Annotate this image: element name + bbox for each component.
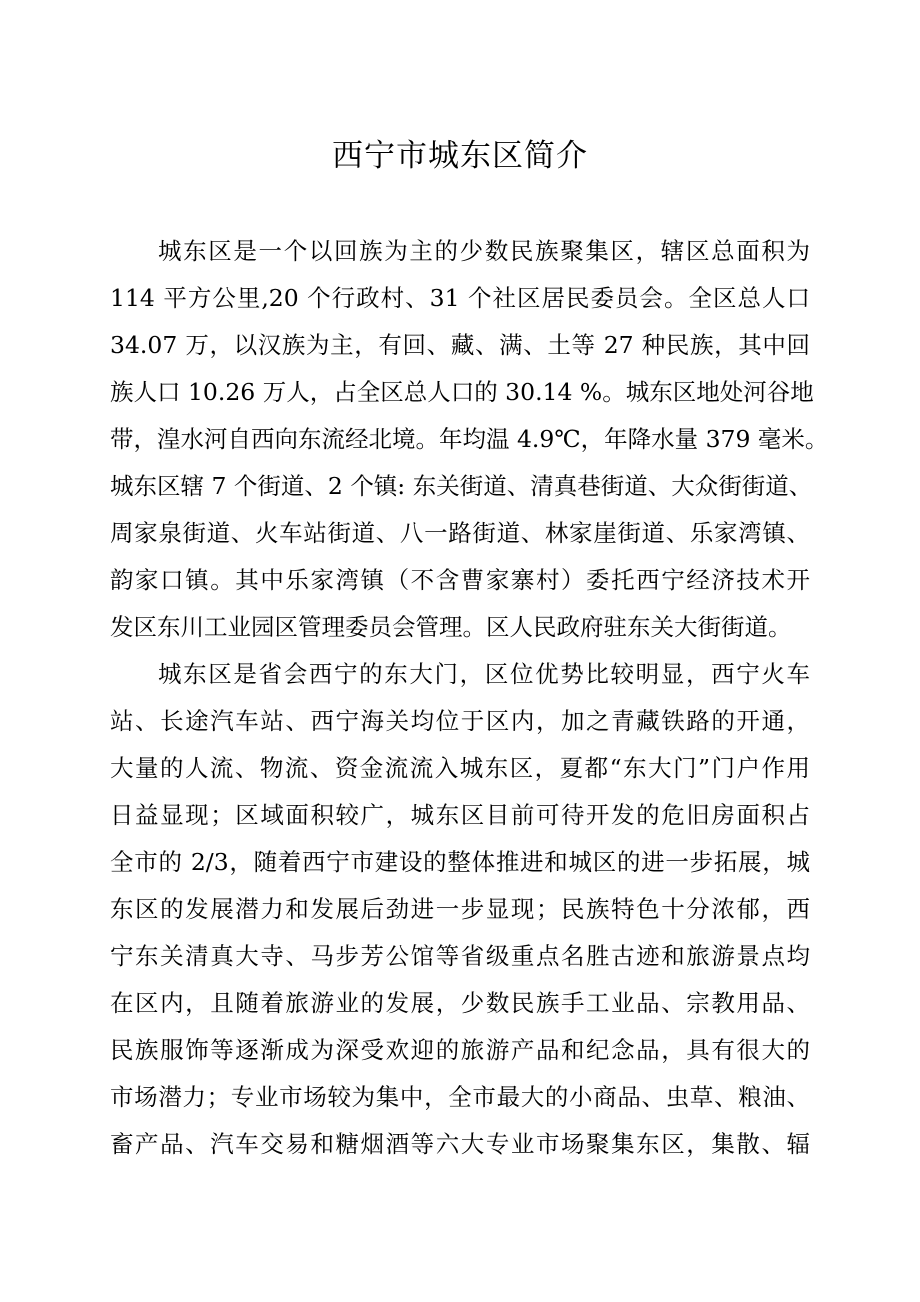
paragraph-2-line-11: 畜产品、汽车交易和糖烟酒等六大专业市场聚集东区，集散、辐: [110, 1130, 810, 1158]
paragraph-1-line-6: 城东区辖 7 个街道、2 个镇: 东关街道、清真巷街道、大众街街道、: [110, 472, 813, 500]
paragraph-2-line-3: 大量的人流、物流、资金流流入城东区，夏都“东大门”门户作用: [110, 754, 810, 782]
paragraph-2-line-9: 民族服饰等逐渐成为深受欢迎的旅游产品和纪念品，具有很大的: [110, 1036, 810, 1064]
paragraph-1-line-1: 城东区是一个以回族为主的少数民族聚集区，辖区总面积为: [158, 237, 810, 265]
paragraph-2-line-5: 全市的 2/3，随着西宁市建设的整体推进和城区的进一步拓展，城: [110, 848, 810, 876]
paragraph-1-line-2: 114 平方公里,20 个行政村、31 个社区居民委员会。全区总人口: [110, 284, 810, 312]
paragraph-1-line-8: 韵家口镇。其中乐家湾镇（不含曹家寨村）委托西宁经济技术开: [110, 566, 810, 594]
paragraph-1-line-7: 周家泉街道、火车站街道、八一路街道、林家崖街道、乐家湾镇、: [110, 519, 810, 547]
paragraph-2-line-6: 东区的发展潜力和发展后劲进一步显现；民族特色十分浓郁，西: [110, 895, 810, 923]
paragraph-2-line-4: 日益显现；区域面积较广，城东区目前可待开发的危旧房面积占: [110, 801, 810, 829]
paragraph-1-line-5: 带，湟水河自西向东流经北境。年均温 4.9℃，年降水量 379 毫米。: [110, 425, 829, 453]
document-body: [110, 228, 829, 1168]
paragraph-2-line-8: 在区内，且随着旅游业的发展，少数民族手工业品、宗教用品、: [110, 989, 810, 1017]
paragraph-2-line-2: 站、长途汽车站、西宁海关均位于区内，加之青藏铁路的开通，: [110, 707, 810, 735]
paragraph-1-line-3: 34.07 万，以汉族为主，有回、藏、满、土等 27 种民族，其中回: [110, 331, 810, 359]
paragraph-2-line-10: 市场潜力；专业市场较为集中，全市最大的小商品、虫草、粮油、: [110, 1083, 810, 1111]
paragraph-1-line-4: 族人口 10.26 万人，占全区总人口的 30.14 %。城东区地处河谷地: [110, 378, 814, 406]
paragraph-1-line-9: 发区东川工业园区管理委员会管理。区人民政府驻东关大街街道。: [110, 613, 792, 641]
paragraph-2-line-7: 宁东关清真大寺、马步芳公馆等省级重点名胜古迹和旅游景点均: [110, 942, 810, 970]
paragraph-2-line-1: 城东区是省会西宁的东大门，区位优势比较明显，西宁火车: [158, 660, 810, 688]
page-title: 西宁市城东区简介: [332, 138, 588, 174]
